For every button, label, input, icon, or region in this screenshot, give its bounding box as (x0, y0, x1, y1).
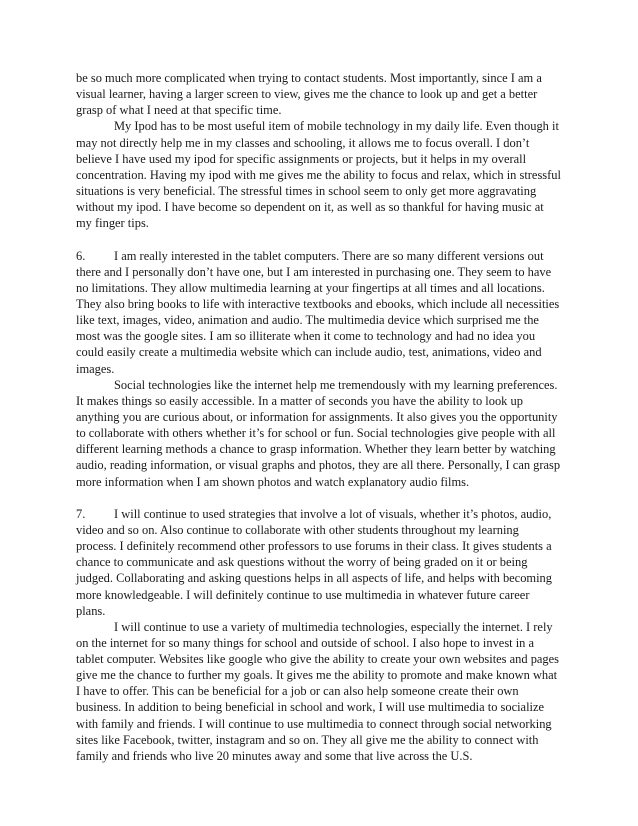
body-line: there and I personally don’t have one, but I am interested in purchasing one. They seem to have (76, 264, 552, 279)
body-line: without my ipod. I have become so dependent on it, as well as so thankful for having music at (76, 200, 544, 215)
body-line: different learning methods a chance to grasp information. Whether they learn better by watching (76, 442, 556, 457)
body-line: chance to communicate and ask questions without the worry of being graded on it or being (76, 555, 528, 570)
body-line: most was the google sites. I am so illiterate when it come to technology and had no idea you (76, 329, 536, 344)
body-line: be so much more complicated when trying to contact students. Most importantly, since I am a (76, 71, 542, 85)
body-line: more information when I am shown photos and watch explanatory audio films. (76, 474, 470, 489)
body-line: family and friends who live 20 minutes away and some that live across the U.S. (76, 748, 473, 763)
paragraph-gap (76, 490, 566, 506)
body-line: business. In addition to being beneficial in school and work, I will use multimedia to socialize (76, 700, 545, 715)
body-line: tablet computer. Websites like google who give the ability to create your own websites and pages (76, 652, 560, 667)
body-line: like text, images, video, animation and audio. The multimedia device which surprised me the (76, 313, 539, 328)
body-line: my finger tips. (76, 216, 149, 231)
body-line: concentration. Having my ipod with me gives me the ability to focus and relax, which in stressful (76, 167, 561, 182)
paragraph-first-line: I will continue to use a variety of multimedia technologies, especially the internet. I rely (114, 619, 553, 634)
body-line: give me the chance to further my goals. It gives me the ability to promote and make known what (76, 668, 558, 683)
section-7-first-line (76, 506, 566, 522)
paragraph-first-line: My Ipod has to be most useful item of mobile technology in my daily life. Even though it (114, 119, 559, 134)
paragraph-first-line: Social technologies like the internet help me tremendously with my learning preferences. (114, 377, 558, 392)
body-text: I will continue to used strategies that involve a lot of visuals, whether it’s photos, audio, (114, 506, 552, 521)
body-line: audio, reading information, or visual graphs and photos, they are all there. Personally, I can grasp (76, 458, 561, 473)
paragraph-gap (76, 231, 566, 247)
body-line: to collaborate with others whether it’s for school or fun. Social technologies give people with all (76, 426, 556, 441)
section-number: 6. (76, 248, 86, 263)
document-body (76, 70, 566, 764)
body-line: with family and friends. I will continue to use multimedia to connect through social networking (76, 716, 552, 731)
body-line: more knowledgeable. I will definitely continue to use multimedia in whatever future career (76, 587, 530, 602)
body-line: video and so on. Also continue to collaborate with other students throughout my learning (76, 522, 519, 537)
body-line: images. (76, 361, 115, 376)
body-line: visual learner, having a larger screen to view, gives me the chance to look up and get a better (76, 87, 538, 102)
body-line: may not directly help me in my classes and schooling, it allows me to focus overall. I don’t (76, 135, 530, 150)
body-line: sites like Facebook, twitter, instagram and so on. They all give me the ability to connect with (76, 732, 539, 747)
body-line: on the internet for so many things for school and outside of school. I also hope to invest in a (76, 635, 535, 650)
body-line: could easily create a multimedia website which can include audio, test, animations, video and (76, 345, 542, 360)
body-line: process. I definitely recommend other professors to use forums in their class. It gives students a (76, 539, 552, 554)
body-line: believe I have used my ipod for specific assignments or projects, but it helps in my overall (76, 151, 527, 166)
body-line: judged. Collaborating and asking questions helps in all aspects of life, and helps with becoming (76, 571, 552, 586)
body-line: I have to offer. This can be beneficial for a job or can also help someone create their own (76, 684, 519, 699)
body-line: They also bring books to life with interactive textbooks and ebooks, which include all necessities (76, 296, 560, 311)
body-line: grasp of what I need at that specific time. (76, 103, 282, 118)
section-6-first-line (76, 248, 566, 264)
body-text: I am really interested in the tablet computers. There are so many different versions out (114, 248, 544, 263)
body-line: situations is very beneficial. The stressful times in school seem to only get more aggravating (76, 183, 537, 198)
section-number: 7. (76, 506, 86, 521)
body-line: anything you are curious about, or information for assignments. It also gives you the opportunity (76, 409, 558, 424)
body-line: no limitations. They allow multimedia learning at your fingertips at all times and all locations. (76, 280, 545, 295)
body-line: It makes things so easily accessible. In a matter of seconds you have the ability to look up (76, 393, 523, 408)
body-line: plans. (76, 603, 106, 618)
